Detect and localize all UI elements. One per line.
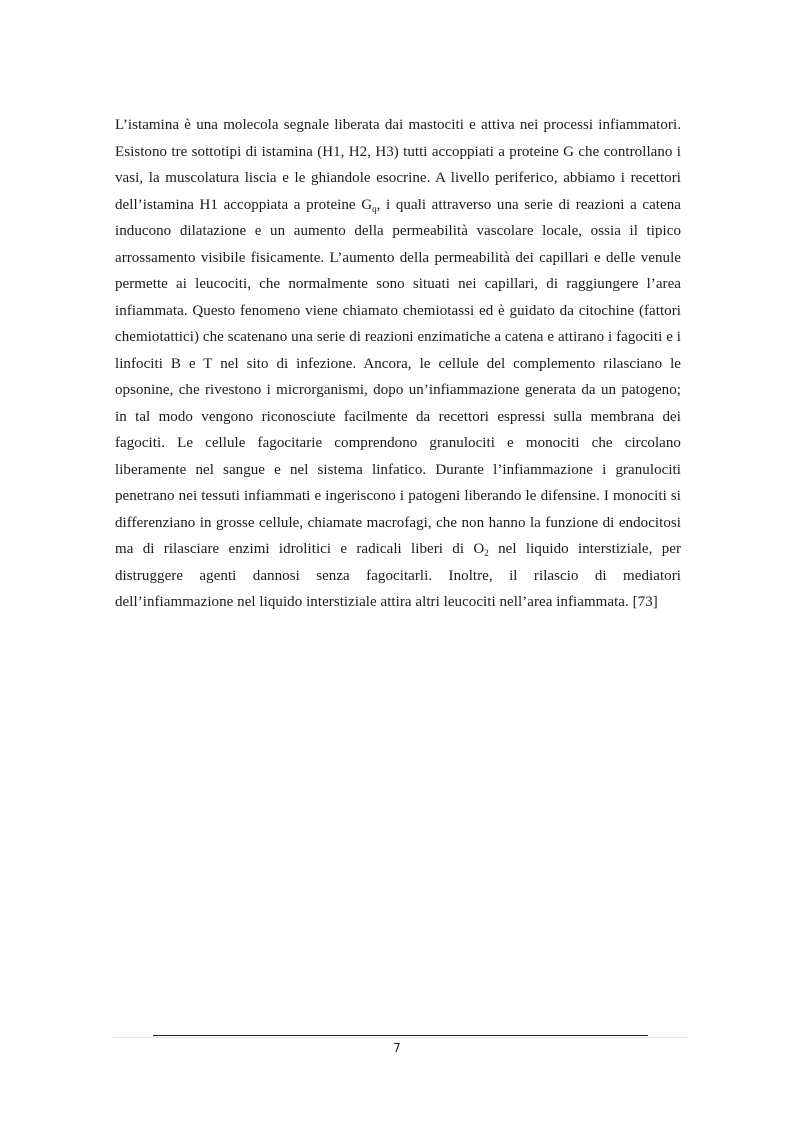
paragraph-text-part-2: , i quali attraverso una serie di reazioni a catena inducono dilatazione e un aumento della permeabilità vascolare locale, ossia il tipico arrossamento visibile fisicamente. L’aumento della permeabilità dei capillari e delle venule permette ai leucociti, che normalmente sono situati nei capillari, di raggiungere l’area infiammata. Questo fenomeno viene chiamato chemiotassi ed è guidato da citochine (fattori chemiotattici) che scatenano una serie di reazioni enzimatiche a catena e attirano i fagociti e i linfociti B e T nel sito di infezione. Ancora, le cellule del complemento rilasciano le opsonine, che rivestono i microrganismi, dopo un’infiammazione generata da un patogeno; in tal modo vengono riconosciute facilmente da recettori espressi sulla membrana dei fagociti. Le cellule fagocitarie comprendono granulociti e monociti che circolano liberamente nel sangue e nel sistema linfatico. Durante l’infiammazione i granulociti penetrano nei tessuti infiammati e ingeriscono i patogeni liberando le difensine. I monociti si differenziano in grosse cellule, chiamate macrofagi, che non hanno la funzione di endocitosi ma di rilasciare enzimi idrolitici e radicali liberi di O: [115, 196, 681, 557]
body-paragraph: [115, 112, 681, 616]
footer-guide-line: [113, 1037, 688, 1038]
page-number: 7: [393, 1041, 401, 1055]
paragraph-text-part-3: nel liquido interstiziale, per distruggere agenti dannosi senza fagocitarli. Inoltre, il rilascio di mediatori dell’infiammazione nel liquido interstiziale attira altri leucociti nell’area infiammata. [73]: [115, 541, 682, 610]
subscript-q: q: [372, 203, 377, 214]
subscript-2: 2: [484, 548, 489, 558]
paragraph-text-part-1: L’istamina è una molecola segnale liberata dai mastociti e attiva nei processi infiammatori. Esistono tre sottotipi di istamina (H1, H2, H3) tutti accoppiati a proteine G che controllano i vasi, la muscolatura liscia e le ghiandole esocrine. A livello periferico, abbiamo i recettori dell’istamina H1 accoppiata a proteine G: [115, 117, 681, 213]
footer-divider: [153, 1035, 648, 1036]
